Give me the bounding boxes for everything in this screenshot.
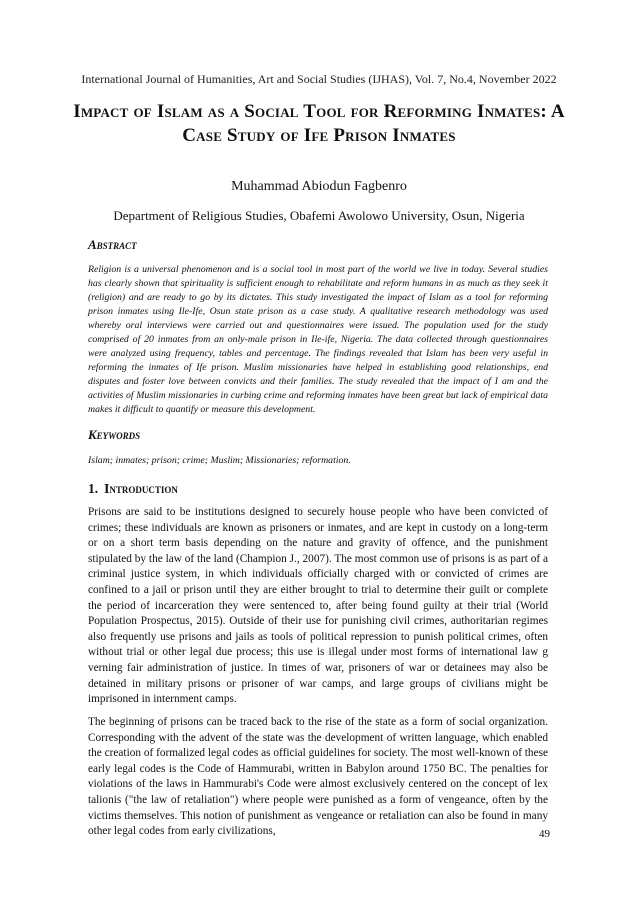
body-paragraph: The beginning of prisons can be traced back to the rise of the state as a form of social organization. Corresponding with the advent of the state was the development of written language, which enabled the creation of formalized legal codes as official guidelines for society. The most well-known of these early legal codes is the Code of Hammurabi, written in Babylon around 1750 BC. The penalties for violations of the laws in Hammurabi's Code were almost exclusively centered on the concept of lex talionis ("the law of retaliation") where people were punished as a form of vengeance, often by the victims themselves. This notion of punishment as vengeance or retaliation can also be found in many other legal codes from early civilizations, [88, 716, 548, 838]
author-affiliation: Department of Religious Studies, Obafemi Awolowo University, Osun, Nigeria [113, 208, 525, 223]
keywords-heading: Keywords [88, 427, 141, 442]
section-title: Introduction [104, 481, 178, 496]
abstract-text: Religion is a universal phenomenon and is a social tool in most part of the world we live in today. Several studies has clearly shown that spirituality is sufficient enough to rehabilitate and reform humans in as much as they seek it (religion) and are ready to go by its dictates. This study investigated the impact of Islam as a tool for reforming prison inmates using Ile-Ife, Osun state prison as a case study. A qualitative research methodology was used whereby oral interviews were carried out and questionnaires were issued. The population used for the study comprised of 20 inmates from an only-male prison in Ile-ife, Nigeria. The data collected through questionnaires were analyzed using frequency, tables and percentage. The findings revealed that Islam has been very useful in reforming the inmates of Ife prison. Muslim missionaries have helped in establishing good relationships, end disputes and foster love between convicts and their families. The study revealed that the impact of I am and the activities of Muslim missionaries in curbing crime and reforming inmates have been great but lack of empirical data makes it difficult to quantify or measure this development. [88, 264, 548, 415]
keywords-text: Islam; inmates; prison; crime; Muslim; Missionaries; reformation. [88, 455, 351, 466]
abstract-heading: Abstract [88, 237, 137, 252]
section-number: 1. [88, 481, 99, 496]
author-name: Muhammad Abiodun Fagbenro [231, 179, 407, 194]
paper-title: Impact of Islam as a Social Tool for Reforming Inmates: A Case Study of Ife Prison Inmates [73, 101, 565, 146]
journal-header: International Journal of Humanities, Art and Social Studies (IJHAS), Vol. 7, No.4, November 2022 [81, 72, 557, 86]
page-number: 49 [539, 828, 550, 840]
body-paragraph: Prisons are said to be institutions designed to securely house people who have been convicted of crimes; these individuals are known as prisoners or inmates, and are kept in custody on a long-term or on a short term basis depending on the nature and gravity of offence, and the punishment stipulated by the law of the land (Champion J., 2007). The most common use of prisons is as part of a criminal justice system, in which individuals officially charged with or convicted of crimes are confined to a jail or prison until they are either brought to trial to determine their guilt or complete the period of incarceration they were sentenced to, after being found guilty at their trial (World Population Prospectus, 2015). Outside of their use for punishing civil crimes, authoritarian regimes also frequently use prisons and jails as tools of political repression to punish political crimes, often without trial or other legal due process; this use is illegal under most forms of international law g verning fair administration of justice. In times of war, prisoners of war or detainees may also be detained in military prisons or prisoner of war camps, and large groups of civilians might be imprisoned in internment camps. [88, 506, 548, 706]
introduction-heading [88, 480, 178, 497]
